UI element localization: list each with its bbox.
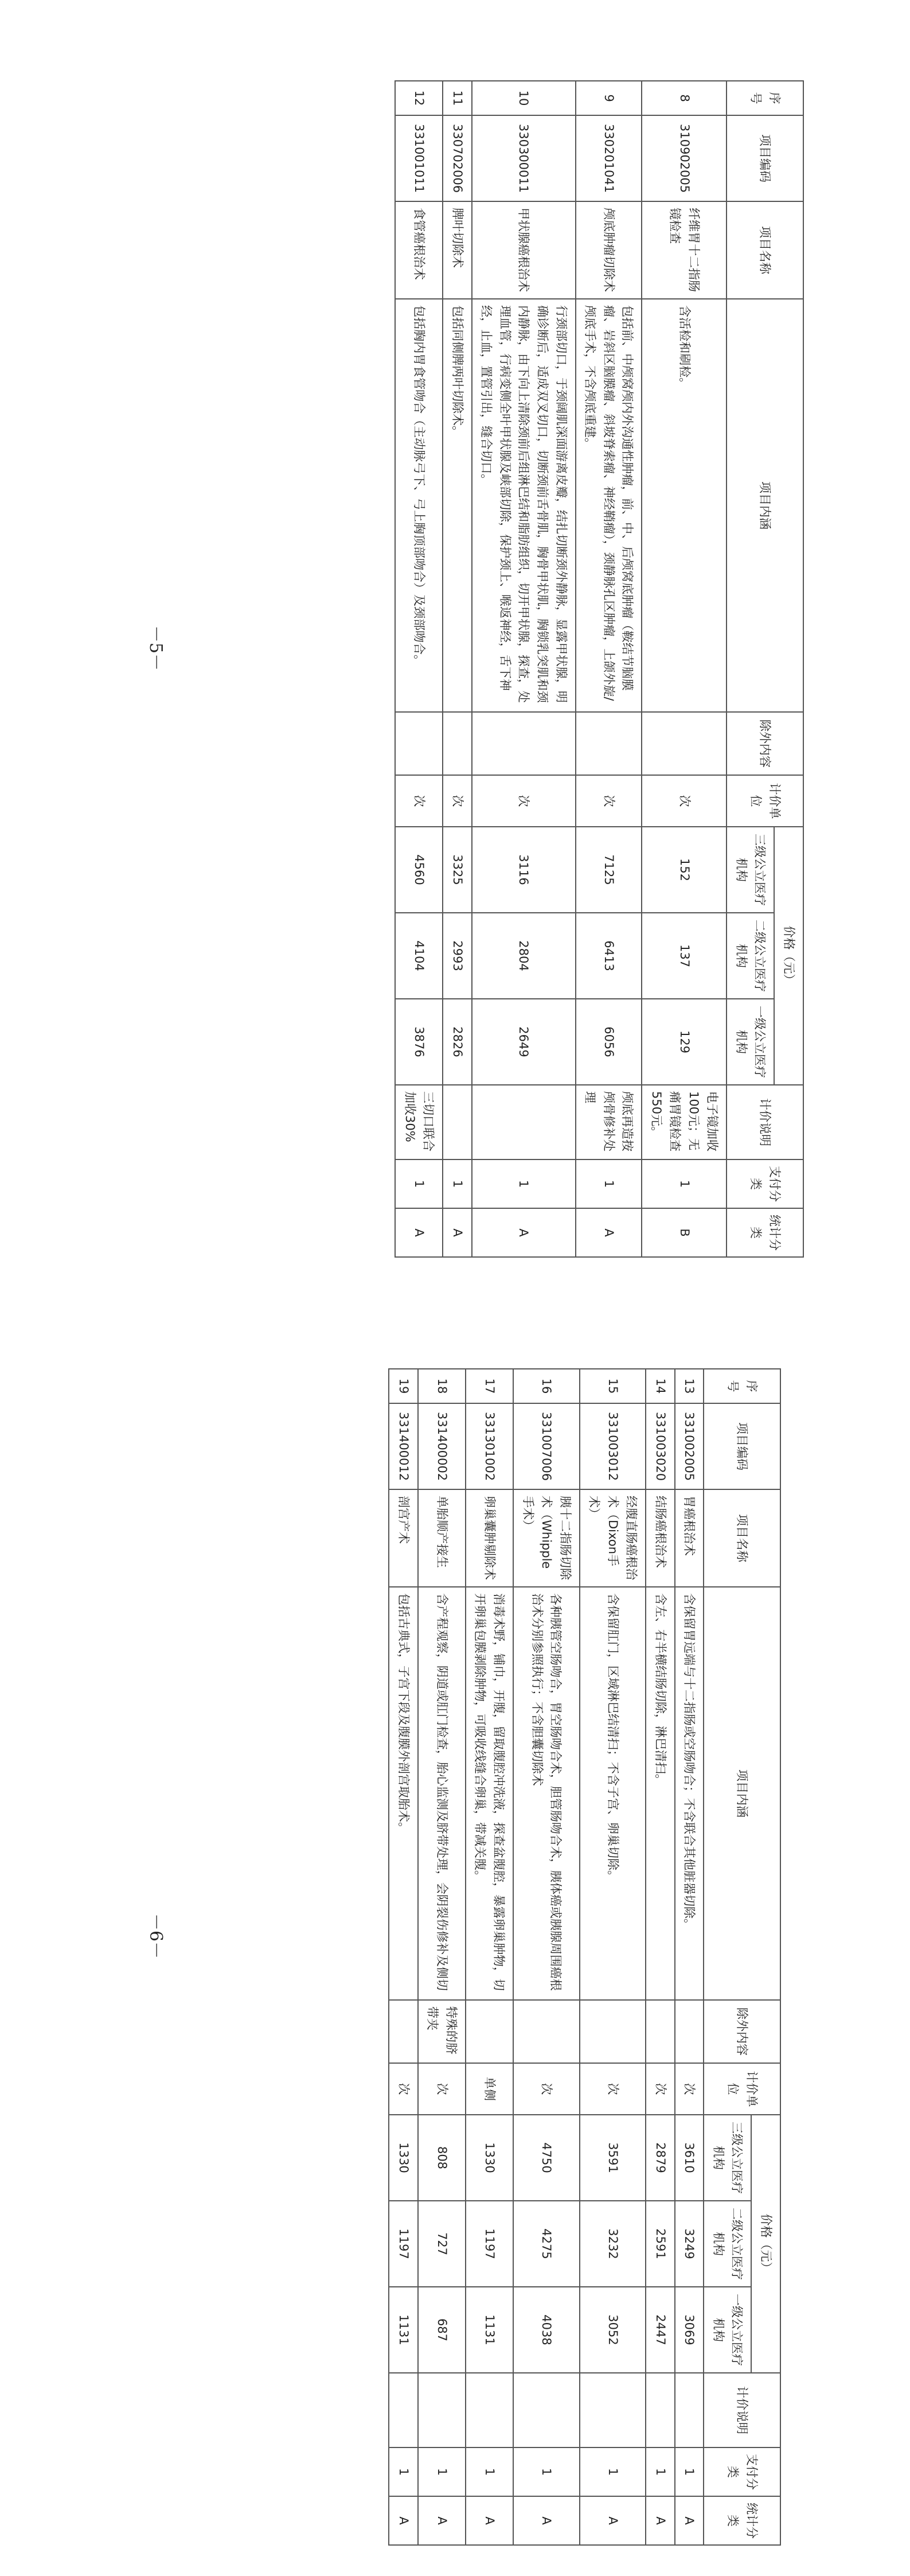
table-row bbox=[466, 1369, 513, 2545]
cell-unit: 次 bbox=[472, 775, 576, 827]
cell-unit: 次 bbox=[395, 775, 443, 827]
cell-tier3: 4560 bbox=[395, 827, 443, 913]
cell-tier2: 1197 bbox=[466, 2201, 513, 2287]
cell-tier2: 6413 bbox=[576, 913, 642, 999]
cell-tier3: 3591 bbox=[580, 2115, 646, 2201]
cell-exclude bbox=[642, 712, 727, 775]
cell-exclude bbox=[466, 2000, 513, 2063]
cell-tier3: 3116 bbox=[472, 827, 576, 913]
cell-exclude: 特殊的脐带夹 bbox=[418, 2000, 466, 2063]
cell-note bbox=[418, 2373, 466, 2447]
col-tier1: 一级公立医疗机构 bbox=[704, 2287, 751, 2373]
cell-seq: 11 bbox=[443, 81, 472, 115]
cell-seq: 8 bbox=[642, 81, 727, 115]
cell-unit: 次 bbox=[646, 2063, 675, 2115]
cell-tier2: 3249 bbox=[675, 2201, 704, 2287]
table-row bbox=[513, 1369, 580, 2545]
table-row bbox=[675, 1369, 704, 2545]
col-tier1: 一级公立医疗机构 bbox=[727, 999, 774, 1085]
cell-content: 含活检和刷检。 bbox=[642, 299, 727, 712]
table-row bbox=[395, 81, 443, 1257]
cell-pay: 1 bbox=[580, 2447, 646, 2496]
cell-stat: A bbox=[472, 1208, 576, 1257]
cell-pay: 1 bbox=[576, 1159, 642, 1208]
cell-content: 包括胸内胃食管吻合（主动脉弓下、弓上胸顶部吻合）及颈部吻合。 bbox=[395, 299, 443, 712]
header-row bbox=[774, 81, 803, 1257]
table-row bbox=[472, 81, 576, 1257]
cell-note bbox=[675, 2373, 704, 2447]
cell-tier2: 3232 bbox=[580, 2201, 646, 2287]
cell-tier3: 4750 bbox=[513, 2115, 580, 2201]
col-seq: 序号 bbox=[727, 81, 803, 115]
cell-exclude bbox=[472, 712, 576, 775]
cell-name: 食管癌根治术 bbox=[395, 201, 443, 299]
cell-tier1: 1131 bbox=[466, 2287, 513, 2373]
header-row bbox=[751, 1369, 780, 2545]
cell-tier2: 137 bbox=[642, 913, 727, 999]
cell-exclude bbox=[580, 2000, 646, 2063]
cell-content: 包括同侧脾两叶切除术。 bbox=[443, 299, 472, 712]
cell-unit: 次 bbox=[576, 775, 642, 827]
page-number: －5－ bbox=[146, 625, 166, 671]
cell-tier1: 129 bbox=[642, 999, 727, 1085]
cell-content: 行颈部切口，于颈阔肌深面游离皮瓣，结扎切断颈外静脉，显露甲状腺，明确诊断后，适成双叉切口，切断颈前舌骨肌，胸骨甲状肌，胸锁乳突肌和颈内静脉，由下向上清除颈前后组淋巴结和脂肪组织，切开甲状腺，探查，处理血管，行病变侧全叶甲状腺及峡部切除，保护颈上、喉返神经，舌下神经，止血，置管引出，缝合切口。 bbox=[472, 299, 576, 712]
cell-pay: 1 bbox=[466, 2447, 513, 2496]
cell-tier1: 3052 bbox=[580, 2287, 646, 2373]
cell-name: 纤维胃十二指肠镜检查 bbox=[642, 201, 727, 299]
col-price-group: 价格（元） bbox=[774, 827, 803, 1085]
col-tier2: 二级公立医疗机构 bbox=[727, 913, 774, 999]
cell-tier2: 2591 bbox=[646, 2201, 675, 2287]
col-code: 项目编码 bbox=[727, 115, 803, 201]
cell-pay: 1 bbox=[418, 2447, 466, 2496]
cell-stat: A bbox=[466, 2496, 513, 2545]
cell-name: 甲状腺癌根治术 bbox=[472, 201, 576, 299]
cell-tier2: 4104 bbox=[395, 913, 443, 999]
col-seq: 序号 bbox=[704, 1369, 780, 1403]
col-pay: 支付分类 bbox=[727, 1159, 803, 1208]
cell-name: 卵巢囊肿剔除术 bbox=[466, 1489, 513, 1587]
cell-note bbox=[580, 2373, 646, 2447]
cell-tier2: 4275 bbox=[513, 2201, 580, 2287]
cell-seq: 19 bbox=[389, 1369, 418, 1403]
cell-seq: 10 bbox=[472, 81, 576, 115]
cell-name: 结肠癌根治术 bbox=[646, 1489, 675, 1587]
col-content: 项目内涵 bbox=[704, 1587, 780, 2000]
cell-name: 颅底肿瘤切除术 bbox=[576, 201, 642, 299]
cell-pay: 1 bbox=[513, 2447, 580, 2496]
cell-note: 三切口联合加收30% bbox=[395, 1085, 443, 1159]
cell-content: 包括前、中颅窝颅内外沟通性肿瘤，前、中、后颅窝底肿瘤（鞍结节脑膜瘤、岩斜区脑膜瘤、斜坡脊索瘤、神经鞘瘤），颈静脉孔区肿瘤，上颌外旋/颅底手术，不含颅底重建。 bbox=[576, 299, 642, 712]
cell-pay: 1 bbox=[646, 2447, 675, 2496]
cell-tier2: 1197 bbox=[389, 2201, 418, 2287]
cell-content: 包括古典式，子宫下段及腹膜外剖宫取胎术。 bbox=[389, 1587, 418, 2000]
cell-name: 单胎顺产接生 bbox=[418, 1489, 466, 1587]
page-number: －6－ bbox=[146, 1913, 166, 1959]
cell-code: 331400002 bbox=[418, 1403, 466, 1489]
cell-code: 330702006 bbox=[443, 115, 472, 201]
price-table bbox=[388, 1368, 781, 2546]
price-table bbox=[395, 80, 804, 1258]
cell-tier2: 2993 bbox=[443, 913, 472, 999]
cell-stat: A bbox=[418, 2496, 466, 2545]
cell-content: 含产程观察，阴道或肛门检查，胎心监测及脐带处理，会阴裂伤修补及侧切 bbox=[418, 1587, 466, 2000]
cell-tier1: 4038 bbox=[513, 2287, 580, 2373]
cell-stat: A bbox=[646, 2496, 675, 2545]
cell-note bbox=[389, 2373, 418, 2447]
cell-pay: 1 bbox=[675, 2447, 704, 2496]
cell-stat: B bbox=[642, 1208, 727, 1257]
cell-seq: 12 bbox=[395, 81, 443, 115]
col-tier2: 二级公立医疗机构 bbox=[704, 2201, 751, 2287]
cell-code: 331007006 bbox=[513, 1403, 580, 1489]
cell-note bbox=[472, 1085, 576, 1159]
cell-tier3: 1330 bbox=[466, 2115, 513, 2201]
cell-pay: 1 bbox=[642, 1159, 727, 1208]
cell-note bbox=[646, 2373, 675, 2447]
cell-tier1: 3876 bbox=[395, 999, 443, 1085]
cell-pay: 1 bbox=[472, 1159, 576, 1208]
cell-code: 331001011 bbox=[395, 115, 443, 201]
table-row bbox=[580, 1369, 646, 2545]
cell-tier3: 3325 bbox=[443, 827, 472, 913]
cell-exclude bbox=[443, 712, 472, 775]
cell-note bbox=[466, 2373, 513, 2447]
cell-name: 胃癌根治术 bbox=[675, 1489, 704, 1587]
cell-name: 剖宫产术 bbox=[389, 1489, 418, 1587]
cell-content: 含保留肛门，区域淋巴结清扫；不含子宫、卵巢切除。 bbox=[580, 1587, 646, 2000]
table-row bbox=[642, 81, 727, 1257]
cell-unit: 次 bbox=[513, 2063, 580, 2115]
cell-note bbox=[443, 1085, 472, 1159]
cell-content: 含左、右半横结肠切除，淋巴清扫。 bbox=[646, 1587, 675, 2000]
col-code: 项目编码 bbox=[704, 1403, 780, 1489]
table-row bbox=[418, 1369, 466, 2545]
page-6-content bbox=[0, 1288, 910, 2576]
cell-code: 331400012 bbox=[389, 1403, 418, 1489]
cell-content: 消毒术野，铺巾，开腹，留取腹腔冲洗液，探查盆腹腔，暴露卵巢肿物，切开卵巢包膜剥除肿物，可吸收线缝合卵巢，带减关腹。 bbox=[466, 1587, 513, 2000]
cell-seq: 16 bbox=[513, 1369, 580, 1403]
col-stat: 统计分类 bbox=[727, 1208, 803, 1257]
col-note: 计价说明 bbox=[704, 2373, 780, 2447]
cell-code: 331003020 bbox=[646, 1403, 675, 1489]
table-row bbox=[646, 1369, 675, 2545]
cell-content: 含保留胃远端与十二指肠或空肠吻合；不含联合其他脏器切除。 bbox=[675, 1587, 704, 2000]
cell-seq: 17 bbox=[466, 1369, 513, 1403]
col-pay: 支付分类 bbox=[704, 2447, 780, 2496]
col-name: 项目名称 bbox=[704, 1489, 780, 1587]
cell-note: 电子镜加收100元；无痛胃镜检查550元。 bbox=[642, 1085, 727, 1159]
cell-unit: 次 bbox=[443, 775, 472, 827]
cell-content: 各种胰管空肠吻合，胃空肠吻合术，胆管肠吻合术，胰体癌或胰腺周围癌根治术分别参照执行；不含胆囊切除术 bbox=[513, 1587, 580, 2000]
cell-tier1: 2649 bbox=[472, 999, 576, 1085]
cell-name: 经腹直肠癌根治术（Dixon手术） bbox=[580, 1489, 646, 1587]
cell-tier3: 2879 bbox=[646, 2115, 675, 2201]
cell-stat: A bbox=[675, 2496, 704, 2545]
cell-tier3: 1330 bbox=[389, 2115, 418, 2201]
cell-exclude bbox=[513, 2000, 580, 2063]
col-content: 项目内涵 bbox=[727, 299, 803, 712]
col-unit: 计价单位 bbox=[727, 775, 803, 827]
cell-seq: 14 bbox=[646, 1369, 675, 1403]
cell-exclude bbox=[395, 712, 443, 775]
cell-seq: 15 bbox=[580, 1369, 646, 1403]
cell-stat: A bbox=[389, 2496, 418, 2545]
cell-name: 胰十二指肠切除术（Whipple手术） bbox=[513, 1489, 580, 1587]
cell-code: 331301002 bbox=[466, 1403, 513, 1489]
cell-note: 颅底再造按颅骨修补处理 bbox=[576, 1085, 642, 1159]
cell-pay: 1 bbox=[395, 1159, 443, 1208]
cell-pay: 1 bbox=[389, 2447, 418, 2496]
col-exclude: 除外内容 bbox=[704, 2000, 780, 2063]
cell-tier1: 2826 bbox=[443, 999, 472, 1085]
cell-stat: A bbox=[443, 1208, 472, 1257]
col-unit: 计价单位 bbox=[704, 2063, 780, 2115]
cell-unit: 次 bbox=[675, 2063, 704, 2115]
cell-tier1: 1131 bbox=[389, 2287, 418, 2373]
cell-seq: 13 bbox=[675, 1369, 704, 1403]
cell-tier3: 152 bbox=[642, 827, 727, 913]
cell-seq: 9 bbox=[576, 81, 642, 115]
cell-exclude bbox=[675, 2000, 704, 2063]
col-note: 计价说明 bbox=[727, 1085, 803, 1159]
cell-tier1: 2447 bbox=[646, 2287, 675, 2373]
cell-code: 330201041 bbox=[576, 115, 642, 201]
cell-tier1: 3069 bbox=[675, 2287, 704, 2373]
col-stat: 统计分类 bbox=[704, 2496, 780, 2545]
cell-stat: A bbox=[576, 1208, 642, 1257]
cell-tier3: 3610 bbox=[675, 2115, 704, 2201]
col-exclude: 除外内容 bbox=[727, 712, 803, 775]
cell-unit: 单侧 bbox=[466, 2063, 513, 2115]
col-name: 项目名称 bbox=[727, 201, 803, 299]
table-row bbox=[576, 81, 642, 1257]
cell-code: 330300011 bbox=[472, 115, 576, 201]
cell-tier1: 6056 bbox=[576, 999, 642, 1085]
cell-code: 331002005 bbox=[675, 1403, 704, 1489]
table-row bbox=[389, 1369, 418, 2545]
cell-note bbox=[513, 2373, 580, 2447]
col-tier3: 三级公立医疗机构 bbox=[704, 2115, 751, 2201]
cell-unit: 次 bbox=[389, 2063, 418, 2115]
cell-tier3: 808 bbox=[418, 2115, 466, 2201]
cell-tier3: 7125 bbox=[576, 827, 642, 913]
table-row bbox=[443, 81, 472, 1257]
cell-name: 脾叶切除术 bbox=[443, 201, 472, 299]
cell-unit: 次 bbox=[642, 775, 727, 827]
cell-stat: A bbox=[580, 2496, 646, 2545]
cell-exclude bbox=[646, 2000, 675, 2063]
cell-unit: 次 bbox=[418, 2063, 466, 2115]
cell-pay: 1 bbox=[443, 1159, 472, 1208]
cell-code: 310902005 bbox=[642, 115, 727, 201]
cell-stat: A bbox=[395, 1208, 443, 1257]
cell-tier2: 727 bbox=[418, 2201, 466, 2287]
cell-code: 331003012 bbox=[580, 1403, 646, 1489]
cell-tier2: 2804 bbox=[472, 913, 576, 999]
cell-tier1: 687 bbox=[418, 2287, 466, 2373]
cell-seq: 18 bbox=[418, 1369, 466, 1403]
cell-exclude bbox=[576, 712, 642, 775]
cell-stat: A bbox=[513, 2496, 580, 2545]
col-tier3: 三级公立医疗机构 bbox=[727, 827, 774, 913]
page-6 bbox=[0, 1288, 910, 2576]
cell-exclude bbox=[389, 2000, 418, 2063]
col-price-group: 价格（元） bbox=[751, 2115, 780, 2373]
cell-unit: 次 bbox=[580, 2063, 646, 2115]
